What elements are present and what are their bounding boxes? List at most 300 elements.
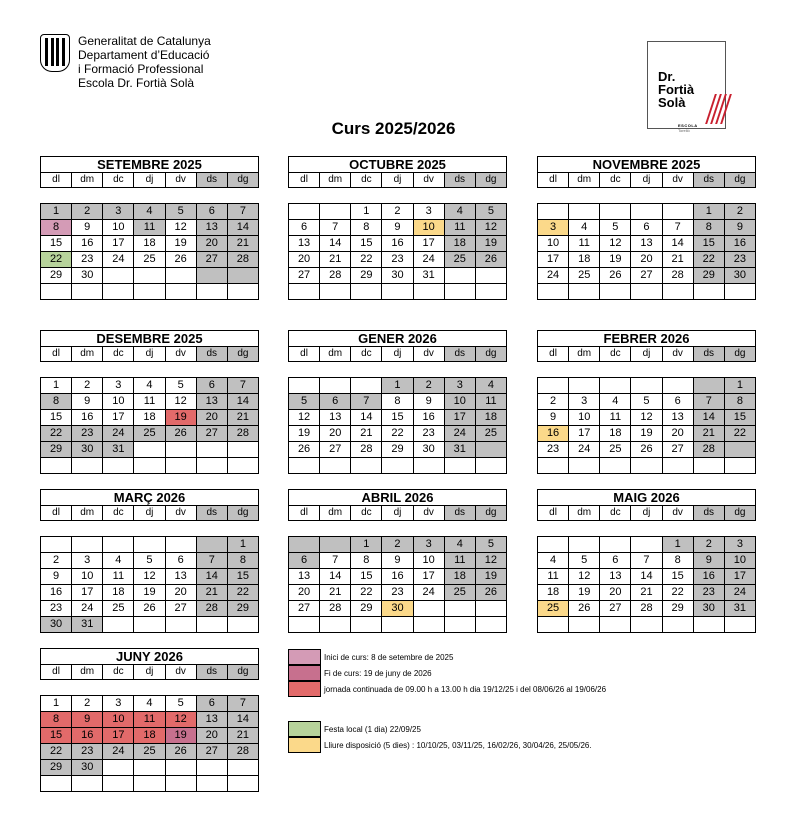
day-cell: 27: [197, 744, 228, 760]
day-cell: [289, 284, 320, 300]
month-maig: [537, 489, 756, 633]
day-cell: 17: [103, 728, 134, 744]
week-row: [41, 617, 259, 633]
week-row: [41, 410, 259, 426]
weekday-label: dl: [538, 506, 569, 521]
day-cell: [289, 378, 320, 394]
weekday-label: dj: [134, 506, 165, 521]
day-cell: [197, 617, 228, 633]
weekday-label: dj: [631, 173, 662, 188]
day-cell: [228, 442, 259, 458]
day-cell: 17: [414, 569, 445, 585]
day-cell: 24: [103, 744, 134, 760]
day-cell: [414, 284, 445, 300]
weekday-label: ds: [197, 506, 228, 521]
day-cell: 11: [476, 394, 507, 410]
day-cell: 7: [663, 220, 694, 236]
day-cell: 1: [694, 204, 725, 220]
week-row: [41, 744, 259, 760]
day-cell: 31: [72, 617, 103, 633]
day-cell: 30: [41, 617, 72, 633]
week-row: [41, 236, 259, 252]
day-cell: 9: [72, 220, 103, 236]
day-cell: 26: [569, 601, 600, 617]
day-cell: 6: [197, 204, 228, 220]
weekday-label: dg: [228, 665, 259, 680]
week-row: [538, 442, 756, 458]
week-row: [538, 204, 756, 220]
day-cell: [600, 284, 631, 300]
day-cell: 9: [72, 394, 103, 410]
day-cell: 19: [134, 585, 165, 601]
day-cell: 3: [569, 394, 600, 410]
week-row: [538, 236, 756, 252]
weekday-label: dc: [351, 347, 382, 362]
day-cell: 15: [351, 569, 382, 585]
day-cell: 27: [289, 268, 320, 284]
week-row: [538, 585, 756, 601]
day-cell: 14: [694, 410, 725, 426]
weekday-label: dj: [382, 347, 413, 362]
day-cell: [538, 204, 569, 220]
day-cell: 26: [631, 442, 662, 458]
week-row: [538, 220, 756, 236]
day-cell: 8: [663, 553, 694, 569]
day-cell: 1: [41, 204, 72, 220]
day-cell: 11: [569, 236, 600, 252]
day-cell: [600, 204, 631, 220]
day-cell: 16: [414, 410, 445, 426]
legend-swatch: [288, 665, 321, 681]
month-febrer: [537, 330, 756, 474]
weekday-label: ds: [445, 506, 476, 521]
week-row: [538, 569, 756, 585]
day-cell: [663, 204, 694, 220]
week-row: [538, 601, 756, 617]
weekday-label: dg: [228, 506, 259, 521]
day-cell: [166, 760, 197, 776]
week-row: [41, 760, 259, 776]
day-cell: 5: [166, 204, 197, 220]
legend-swatch: [288, 649, 321, 665]
day-cell: 26: [476, 585, 507, 601]
day-cell: 23: [72, 426, 103, 442]
day-cell: 1: [351, 537, 382, 553]
day-cell: 21: [228, 410, 259, 426]
day-cell: 20: [197, 236, 228, 252]
day-cell: 20: [289, 252, 320, 268]
legend-text: Festa local (1 dia) 22/09/25: [324, 724, 421, 734]
weekday-label: dv: [166, 665, 197, 680]
day-cell: [320, 458, 351, 474]
day-cell: 20: [166, 585, 197, 601]
weekday-label: dj: [134, 173, 165, 188]
weekday-label: dm: [569, 173, 600, 188]
week-row: [41, 204, 259, 220]
day-cell: [725, 617, 756, 633]
day-cell: [476, 442, 507, 458]
week-row: [41, 268, 259, 284]
day-cell: 14: [228, 712, 259, 728]
day-cell: [351, 378, 382, 394]
day-cell: [134, 442, 165, 458]
week-row: [538, 284, 756, 300]
day-cell: 12: [166, 394, 197, 410]
day-cell: 1: [351, 204, 382, 220]
day-cell: [445, 268, 476, 284]
day-cell: 22: [41, 426, 72, 442]
month-title: MARÇ 2026: [40, 489, 259, 506]
day-cell: 22: [41, 252, 72, 268]
day-cell: [197, 760, 228, 776]
day-cell: [351, 284, 382, 300]
month-abril: [288, 489, 507, 633]
spacer: [537, 188, 756, 203]
day-cell: 25: [476, 426, 507, 442]
day-cell: 12: [476, 220, 507, 236]
day-cell: [197, 284, 228, 300]
day-cell: 13: [289, 236, 320, 252]
day-cell: 27: [320, 442, 351, 458]
day-cell: 14: [228, 220, 259, 236]
week-row: [289, 458, 507, 474]
day-cell: 5: [600, 220, 631, 236]
day-cell: 19: [289, 426, 320, 442]
day-cell: [134, 284, 165, 300]
day-cell: 23: [382, 585, 413, 601]
month-title: DESEMBRE 2025: [40, 330, 259, 347]
day-cell: 9: [414, 394, 445, 410]
day-cell: [569, 537, 600, 553]
day-cell: [166, 617, 197, 633]
day-cell: 17: [103, 410, 134, 426]
day-cell: 18: [476, 410, 507, 426]
day-cell: 8: [41, 712, 72, 728]
day-cell: 15: [41, 728, 72, 744]
day-cell: 1: [41, 378, 72, 394]
day-cell: 29: [228, 601, 259, 617]
day-cell: 19: [569, 585, 600, 601]
weekday-label: dv: [663, 173, 694, 188]
day-cell: 21: [320, 252, 351, 268]
day-cell: [538, 458, 569, 474]
weekday-label: dj: [382, 506, 413, 521]
day-cell: 1: [725, 378, 756, 394]
week-row: [289, 442, 507, 458]
org-line: i Formació Professional: [78, 62, 204, 76]
weekday-label: dl: [289, 347, 320, 362]
day-cell: 27: [631, 268, 662, 284]
day-cell: [103, 776, 134, 792]
day-cell: 29: [663, 601, 694, 617]
day-cell: [228, 458, 259, 474]
day-cell: [166, 458, 197, 474]
day-cell: 20: [197, 410, 228, 426]
day-cell: 30: [694, 601, 725, 617]
day-cell: 28: [320, 268, 351, 284]
day-cell: [725, 284, 756, 300]
day-cell: 19: [631, 426, 662, 442]
day-cell: 25: [103, 601, 134, 617]
day-cell: 1: [382, 378, 413, 394]
day-cell: 10: [414, 553, 445, 569]
day-cell: 31: [103, 442, 134, 458]
week-row: [289, 569, 507, 585]
day-cell: 28: [631, 601, 662, 617]
day-cell: 21: [694, 426, 725, 442]
day-cell: [476, 284, 507, 300]
day-cell: 11: [134, 220, 165, 236]
day-cell: 19: [476, 236, 507, 252]
day-cell: [289, 537, 320, 553]
day-cell: [569, 617, 600, 633]
weekday-label: ds: [445, 173, 476, 188]
day-cell: 7: [197, 553, 228, 569]
day-cell: 18: [600, 426, 631, 442]
weekday-label: dj: [134, 665, 165, 680]
day-cell: [694, 284, 725, 300]
day-cell: [445, 617, 476, 633]
month-title: NOVEMBRE 2025: [537, 156, 756, 173]
weekday-label: dl: [41, 173, 72, 188]
day-cell: 16: [382, 569, 413, 585]
weekday-label: dv: [414, 173, 445, 188]
day-cell: 5: [569, 553, 600, 569]
week-row: [41, 252, 259, 268]
day-cell: [320, 284, 351, 300]
spacer: [288, 521, 507, 536]
day-cell: [103, 617, 134, 633]
day-cell: 19: [600, 252, 631, 268]
day-cell: 10: [538, 236, 569, 252]
day-cell: 26: [289, 442, 320, 458]
org-line: Escola Dr. Fortià Solà: [78, 76, 195, 90]
day-cell: 16: [41, 585, 72, 601]
day-cell: 9: [41, 569, 72, 585]
day-cell: 17: [72, 585, 103, 601]
week-row: [41, 696, 259, 712]
weekday-label: dg: [725, 173, 756, 188]
weekday-label: ds: [694, 347, 725, 362]
school-logo-town: Torelló: [678, 128, 690, 133]
day-cell: [476, 601, 507, 617]
day-cell: [166, 268, 197, 284]
day-cell: 18: [134, 410, 165, 426]
month-gener: [288, 330, 507, 474]
day-cell: 14: [228, 394, 259, 410]
day-cell: 6: [289, 553, 320, 569]
day-cell: [663, 458, 694, 474]
month-octubre: [288, 156, 507, 300]
header-organization: [40, 34, 211, 90]
week-row: [538, 617, 756, 633]
legend-text: Lliure disposició (5 dies) : 10/10/25, 03/11/25, 16/02/26, 30/04/26, 25/05/26.: [324, 740, 592, 750]
day-cell: 2: [382, 537, 413, 553]
day-cell: 15: [663, 569, 694, 585]
month-title: OCTUBRE 2025: [288, 156, 507, 173]
week-row: [289, 284, 507, 300]
week-row: [289, 585, 507, 601]
weekday-label: dm: [320, 347, 351, 362]
day-cell: 4: [538, 553, 569, 569]
week-row: [538, 458, 756, 474]
day-cell: [538, 284, 569, 300]
day-cell: [320, 378, 351, 394]
day-cell: [631, 458, 662, 474]
day-cell: 22: [663, 585, 694, 601]
day-cell: 22: [228, 585, 259, 601]
day-cell: 17: [414, 236, 445, 252]
weekday-label: dm: [72, 665, 103, 680]
day-cell: 7: [228, 696, 259, 712]
day-cell: 3: [725, 537, 756, 553]
weekday-label: ds: [197, 347, 228, 362]
day-cell: 5: [166, 696, 197, 712]
day-cell: 21: [228, 236, 259, 252]
day-cell: 2: [72, 696, 103, 712]
day-cell: 3: [103, 696, 134, 712]
school-logo-line: Dr.: [658, 69, 676, 84]
weekday-label: dv: [166, 506, 197, 521]
day-cell: 9: [72, 712, 103, 728]
day-cell: [600, 458, 631, 474]
day-cell: 29: [694, 268, 725, 284]
day-cell: 9: [725, 220, 756, 236]
day-cell: 28: [663, 268, 694, 284]
day-cell: [663, 617, 694, 633]
day-cell: [72, 458, 103, 474]
weekday-label: dv: [414, 506, 445, 521]
spacer: [40, 521, 259, 536]
week-row: [538, 537, 756, 553]
weekday-label: dc: [600, 347, 631, 362]
day-cell: 19: [476, 569, 507, 585]
month-setembre: [40, 156, 259, 300]
day-cell: 8: [351, 553, 382, 569]
day-cell: 16: [538, 426, 569, 442]
day-cell: 6: [166, 553, 197, 569]
day-cell: 29: [41, 442, 72, 458]
legend-item: [288, 665, 606, 681]
day-cell: 6: [600, 553, 631, 569]
day-cell: 6: [197, 378, 228, 394]
week-row: [289, 601, 507, 617]
day-cell: 12: [569, 569, 600, 585]
day-cell: 13: [197, 220, 228, 236]
day-cell: [663, 378, 694, 394]
day-cell: 21: [197, 585, 228, 601]
day-cell: [538, 617, 569, 633]
day-cell: 10: [103, 394, 134, 410]
month-title: JUNY 2026: [40, 648, 259, 665]
day-cell: 13: [289, 569, 320, 585]
day-cell: 14: [663, 236, 694, 252]
day-cell: 31: [725, 601, 756, 617]
weekday-label: dg: [476, 506, 507, 521]
day-cell: [351, 617, 382, 633]
day-cell: 21: [663, 252, 694, 268]
weekday-label: dv: [414, 347, 445, 362]
day-cell: [569, 204, 600, 220]
day-cell: [103, 537, 134, 553]
weekday-label: dg: [476, 347, 507, 362]
day-cell: 4: [476, 378, 507, 394]
day-cell: [41, 458, 72, 474]
day-cell: 10: [445, 394, 476, 410]
month-marc: [40, 489, 259, 633]
day-cell: [103, 268, 134, 284]
day-cell: [538, 537, 569, 553]
day-cell: [228, 268, 259, 284]
day-cell: 3: [103, 378, 134, 394]
day-cell: 4: [134, 378, 165, 394]
day-cell: 23: [41, 601, 72, 617]
day-cell: 3: [414, 204, 445, 220]
day-cell: 28: [228, 426, 259, 442]
week-row: [41, 601, 259, 617]
day-cell: 18: [445, 236, 476, 252]
day-cell: 11: [600, 410, 631, 426]
month-title: ABRIL 2026: [288, 489, 507, 506]
day-cell: [228, 617, 259, 633]
weekday-label: dj: [631, 506, 662, 521]
day-cell: [631, 284, 662, 300]
week-row: [41, 394, 259, 410]
weekday-label: dl: [538, 173, 569, 188]
day-cell: 18: [445, 569, 476, 585]
day-cell: 7: [694, 394, 725, 410]
day-cell: [72, 537, 103, 553]
org-line: Generalitat de Catalunya: [78, 34, 211, 48]
day-cell: 25: [569, 268, 600, 284]
day-cell: 2: [725, 204, 756, 220]
day-cell: 28: [197, 601, 228, 617]
day-cell: 14: [320, 569, 351, 585]
week-row: [41, 284, 259, 300]
day-cell: 8: [351, 220, 382, 236]
day-cell: 11: [103, 569, 134, 585]
day-cell: 11: [538, 569, 569, 585]
day-cell: 22: [351, 585, 382, 601]
school-logo-name: [658, 70, 694, 109]
day-cell: 3: [445, 378, 476, 394]
day-cell: 25: [600, 442, 631, 458]
day-cell: [445, 458, 476, 474]
legend-item: [288, 649, 606, 665]
week-row: [289, 236, 507, 252]
day-cell: 24: [538, 268, 569, 284]
weekday-header: [537, 506, 756, 521]
spacer: [288, 362, 507, 377]
day-cell: 28: [694, 442, 725, 458]
day-cell: 15: [41, 236, 72, 252]
month-title: GENER 2026: [288, 330, 507, 347]
weekday-label: dv: [166, 173, 197, 188]
day-cell: 17: [569, 426, 600, 442]
weekday-label: dm: [72, 506, 103, 521]
weekday-header: [288, 347, 507, 362]
day-cell: 12: [631, 410, 662, 426]
weekday-label: dj: [134, 347, 165, 362]
week-row: [538, 426, 756, 442]
day-cell: 27: [166, 601, 197, 617]
day-cell: 8: [41, 394, 72, 410]
day-cell: 6: [289, 220, 320, 236]
weekday-label: ds: [197, 665, 228, 680]
weekday-label: dc: [351, 506, 382, 521]
day-cell: [41, 537, 72, 553]
day-cell: 2: [414, 378, 445, 394]
